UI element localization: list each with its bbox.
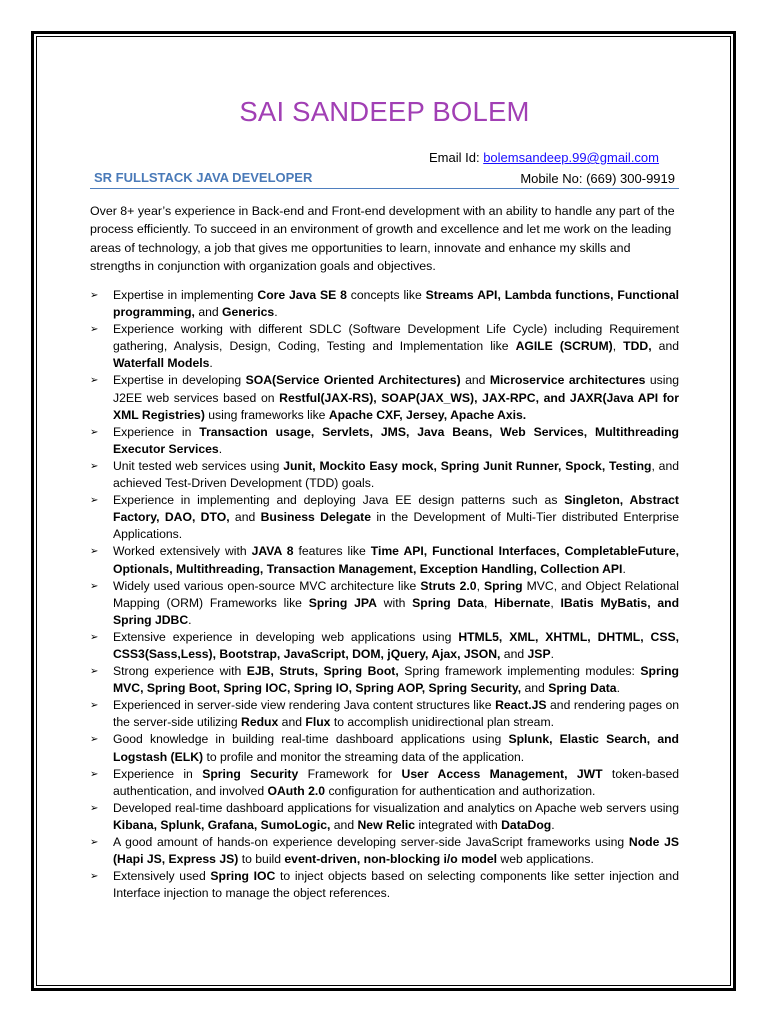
arrow-bullet-icon: ➢ — [90, 734, 99, 746]
bullet-bold-text: Spring Security — [202, 766, 299, 781]
bullet-bold-text: Transaction usage, Servlets, JMS, Java Beans, Web Services, Multithreading Executor Services — [113, 424, 679, 456]
bullet-text: Experience in — [113, 766, 203, 781]
mobile-number: Mobile No: (669) 300-9919 — [520, 171, 675, 186]
bullet-bold-text: IBatis MyBatis, and Spring JDBC — [113, 595, 680, 627]
bullet-item — [90, 543, 679, 577]
arrow-bullet-icon: ➢ — [90, 375, 99, 387]
bullet-bold-text: Hibernate — [494, 595, 551, 610]
bullet-bold-text: AGILE (SCRUM) — [515, 339, 613, 354]
bullet-item — [90, 663, 679, 697]
bullet-text: Experience in — [113, 424, 200, 439]
bullet-text: and — [330, 817, 358, 832]
bullet-item — [90, 629, 679, 663]
bullet-bold-text: Struts 2.0 — [420, 578, 477, 593]
bullet-text: . — [209, 356, 213, 371]
arrow-bullet-icon: ➢ — [90, 871, 99, 883]
bullet-item — [90, 372, 679, 423]
bullet-bold-text: TDD, — [623, 339, 652, 354]
bullet-text: Widely used various open-source MVC architecture like — [113, 578, 421, 593]
title-row — [90, 169, 679, 189]
bullet-bold-text: Generics — [222, 305, 275, 320]
bullet-bold-text: New Relic — [357, 817, 416, 832]
bullet-text: Expertise in developing — [113, 373, 246, 388]
bullet-bold-text: Spring — [484, 578, 523, 593]
bullet-text: configuration for authentication and authorization. — [325, 783, 596, 798]
bullet-text: token-based authentication, and involved — [113, 766, 680, 798]
bullet-item — [90, 492, 679, 543]
bullet-text: Spring framework implementing modules: — [398, 664, 641, 679]
bullet-text: to build — [238, 852, 285, 867]
bullet-bold-text: Singleton, Abstract Factory, DAO, DTO, — [113, 493, 679, 525]
bullet-bold-text: Spring Data — [412, 595, 484, 610]
bullet-text: , — [612, 339, 624, 354]
summary-paragraph: Over 8+ year’s experience in Back-end and Front-end development with an ability to handle any part of the process efficiently. To succeed in an environment of growth and excellence and let me work on the leading areas of technology, a job that gives me opportunities to learn, innovate and enhance my skills and strengths in conjunction with organization goals and objectives. — [90, 204, 675, 274]
email-line — [429, 150, 659, 165]
bullet-bold-text: Spring Data — [548, 681, 617, 696]
bullet-text: , — [476, 578, 485, 593]
bullet-text: . — [218, 441, 223, 456]
arrow-bullet-icon: ➢ — [90, 768, 99, 780]
bullet-bold-text: Core Java SE 8 — [257, 288, 347, 302]
bullet-text: and — [460, 373, 490, 388]
bullet-item — [90, 766, 679, 800]
email-link[interactable]: bolemsandeep.99@gmail.com — [483, 150, 659, 165]
arrow-bullet-icon: ➢ — [90, 460, 99, 472]
arrow-bullet-icon: ➢ — [90, 802, 99, 814]
bullet-bold-text: Node JS (Hapi JS, Express JS) — [113, 835, 679, 867]
bullet-text: Experience working with different SDLC (Software Development Life Cycle) including Requirement gathering, Analysis, Design, Coding, Testing and Implementation like — [113, 322, 679, 354]
bullet-text: features like — [293, 544, 371, 559]
arrow-bullet-icon: ➢ — [90, 837, 99, 848]
bullet-bold-text: Spring MVC, Spring Boot, Spring IOC, Spring IO, Spring AOP, Spring Security, — [113, 664, 679, 696]
arrow-bullet-icon: ➢ — [90, 426, 99, 438]
bullet-bold-text: Flux — [305, 715, 331, 730]
bullet-text: integrated with — [415, 817, 502, 832]
bullet-item — [90, 321, 679, 372]
bullet-text: , — [550, 595, 561, 610]
email-label: Email Id: — [429, 150, 484, 165]
bullet-item — [90, 834, 679, 868]
bullet-bold-text: React.JS — [495, 698, 547, 713]
bullet-text: and — [651, 339, 680, 354]
bullet-bold-text: Redux — [241, 715, 279, 730]
bullet-bold-text: OAuth 2.0 — [267, 783, 326, 798]
bullet-text: concepts like — [346, 288, 426, 302]
bullet-text: to accomplish unidirectional plan stream. — [330, 715, 554, 730]
bullet-item — [90, 287, 679, 321]
bullet-bold-text: Splunk, Elastic Search, and Logstash (ELK) — [113, 732, 679, 764]
bullet-text: Unit tested web services using — [113, 458, 284, 473]
bullet-text: and — [229, 510, 261, 525]
bullet-bold-text: Spring JPA — [308, 595, 377, 610]
bullet-text: . — [551, 817, 555, 832]
bullet-text: . — [188, 612, 192, 627]
bullet-bold-text: Business Delegate — [260, 510, 371, 525]
bullet-item — [90, 800, 679, 834]
bullet-text: Good knowledge in building real-time dashboard applications using — [113, 732, 509, 747]
bullet-text: with — [376, 595, 413, 610]
bullet-bold-text: Apache CXF, Jersey, Apache Axis. — [328, 407, 527, 422]
bullet-bold-text: Restful(JAX-RS), SOAP(JAX_WS), JAX-RPC, and JAXR(Java API for XML Registries) — [113, 390, 679, 422]
bullet-bold-text: DataDog — [501, 817, 552, 832]
bullet-text: Experienced in server-side view rendering Java content structures like — [113, 698, 496, 713]
bullet-text: , and achieved Test-Driven Development (TDD) goals. — [113, 458, 680, 491]
bullet-text: in the Development of Multi-Tier distributed Enterprise Applications. — [113, 510, 679, 542]
bullet-text: web applications. — [497, 852, 594, 867]
bullet-text: and — [500, 646, 528, 661]
bullet-item — [90, 578, 679, 629]
bullet-bold-text: SOA(Service Oriented Architectures) — [245, 373, 461, 388]
bullet-text: using J2EE web services based on — [113, 373, 680, 405]
bullet-text: Extensively used — [113, 869, 211, 884]
bullet-bold-text: JSP — [527, 646, 551, 661]
bullet-bold-text: event-driven, non-blocking i/o model — [284, 852, 498, 867]
arrow-bullet-icon: ➢ — [90, 580, 99, 592]
bullet-bold-text: EJB, Struts, Spring Boot, — [246, 664, 399, 679]
arrow-bullet-icon: ➢ — [90, 324, 99, 336]
arrow-bullet-icon: ➢ — [90, 290, 99, 301]
bullet-text: Expertise in implementing — [113, 288, 258, 302]
bullet-item — [90, 424, 679, 458]
job-title: SR FULLSTACK JAVA DEVELOPER — [94, 170, 313, 185]
bullet-bold-text: Waterfall Models — [113, 356, 210, 371]
bullet-text: Framework for — [298, 766, 402, 781]
bullet-text: and — [194, 305, 223, 320]
bullet-text: A good amount of hands-on experience developing server-side JavaScript frameworks using — [113, 835, 629, 849]
arrow-bullet-icon: ➢ — [90, 631, 99, 643]
bullet-text: Extensive experience in developing web applications using — [113, 629, 459, 644]
bullet-text: and rendering pages on the server-side utilizing — [113, 698, 679, 730]
bullet-bold-text: JAVA 8 — [251, 544, 294, 559]
bullet-bold-text: Junit, Mockito Easy mock, Spring Junit Runner, Spock, Testing — [283, 458, 652, 473]
bullet-text: MVC, and Object Relational Mapping (ORM) Frameworks like — [113, 578, 679, 610]
bullet-bold-text: HTML5, XML, XHTML, DHTML, CSS, CSS3(Sass,Less), Bootstrap, JavaScript, DOM, jQuery, Ajax, JSON, — [113, 629, 680, 661]
bullet-text: and — [278, 715, 306, 730]
bullet-text: . — [274, 305, 278, 320]
bullet-text: using frameworks like — [204, 407, 329, 422]
bullet-text: and — [521, 681, 549, 696]
bullet-bold-text: Time API, Functional Interfaces, CompletableFuture, Optionals, Multithreading, Transaction Management, Exception Handling, Collection API — [113, 544, 680, 576]
arrow-bullet-icon: ➢ — [90, 666, 99, 678]
candidate-name: SAI SANDEEP BOLEM — [239, 96, 530, 127]
bullet-bold-text: Kibana, Splunk, Grafana, SumoLogic, — [113, 817, 331, 832]
bullet-text: . — [622, 561, 626, 576]
bullet-text: . — [550, 646, 554, 661]
bullet-text: Worked extensively with — [113, 544, 252, 559]
bullet-item — [90, 731, 679, 765]
bullet-text: to inject objects based on selecting components like setter injection and Interface injection to manage the object references. — [113, 869, 679, 901]
bullet-bold-text: User Access Management, JWT — [401, 766, 603, 781]
bullet-bold-text: Spring IOC — [210, 869, 276, 884]
bullet-item — [90, 458, 679, 492]
bullet-text: . — [616, 681, 620, 696]
bullet-bold-text: Microservice architectures — [489, 373, 646, 388]
experience-bullet-list — [90, 287, 679, 902]
bullet-text: Developed real-time dashboard applications for visualization and analytics on Apache web servers using — [113, 800, 679, 815]
arrow-bullet-icon: ➢ — [90, 546, 99, 558]
arrow-bullet-icon: ➢ — [90, 495, 99, 507]
bullet-bold-text: Streams API, Lambda functions, Functional programming, — [113, 288, 679, 320]
bullet-text: Experience in implementing and deploying Java EE design patterns such as — [113, 493, 565, 508]
bullet-text: Strong experience with — [113, 664, 247, 679]
bullet-item — [90, 697, 679, 731]
bullet-text: , — [483, 595, 495, 610]
arrow-bullet-icon: ➢ — [90, 700, 99, 712]
bullet-item — [90, 868, 679, 902]
bullet-text: to profile and monitor the streaming data of the application. — [203, 749, 525, 764]
